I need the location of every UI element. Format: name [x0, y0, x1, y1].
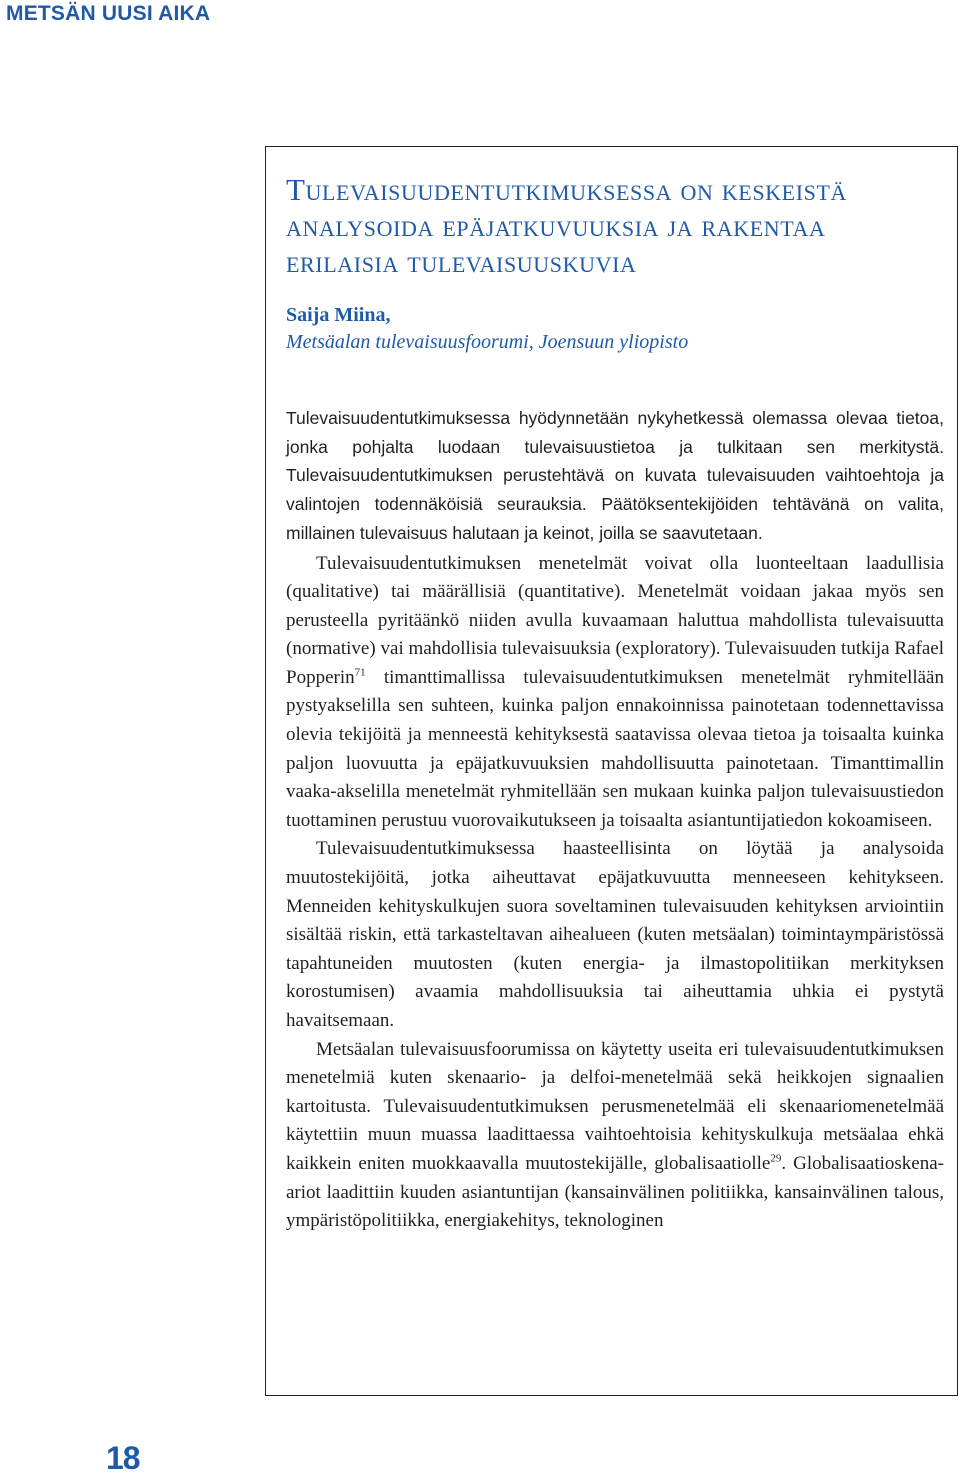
- author-block: [286, 302, 944, 356]
- author-name: Saija Miina,: [286, 304, 391, 326]
- body-paragraph-3-text-b: . Globalisaatioskenaariot laadittiin kuuden asiantuntijan (kansainvälinen politiikka, kansainvälinen talous, ympäristöpolitiikka, energiakehitys, teknologinen: [286, 1152, 944, 1232]
- author-affiliation: Metsäalan tulevaisuusfoorumi, Joensuun yliopisto: [286, 331, 689, 353]
- article-title: Tulevaisuudentutkimuksessa on keskeistä analysoida epäjatkuvuuksia ja rakentaa erilaisia tulevaisuuskuvia: [286, 172, 847, 279]
- body-paragraph-1-text-b: timanttimallissa tulevaisuudentutkimuksen menetelmät ryhmitellään pystyakselilla sen suhteen, kuinka paljon ennakoinnissa painotetaan todennettavissa olevia tekijöitä ja menneestä kehityksestä saatavissa olevaa tietoa ja toisaalta kuinka paljon luovuutta ja epäjatkuvuuksien mahdollisuutta painotetaan. Timanttimallin vaaka-akselilla menetelmät ryhmitellään sen mukaan kuinka paljon tulevaisuustiedon tuottaminen perustuu vuorovaikutukseen ja toisaalta asiantuntijatiedon kokoamiseen.: [286, 666, 944, 831]
- body-paragraph-1: [286, 550, 944, 836]
- body-paragraph-3: [286, 1036, 944, 1236]
- publication-title: METSÄN UUSI AIKA: [6, 2, 211, 25]
- footnote-ref-29: 29: [770, 1152, 782, 1165]
- body-paragraph-2: Tulevaisuudentutkimuksessa haasteellisinta on löytää ja analysoida muutostekijöitä, jotka aiheuttavat epäjatkuvuutta menneeseen kehitykseen. Menneiden kehityskulkujen suora soveltaminen tulevaisuuden kehityksen arviointiin sisältää riskin, että tarkasteltavan aihealueen (kuten metsäalan) toimintaympäristössä tapahtuneiden muutosten (kuten energia- ja ilmastopolitiikan merkityksen korostumisen) avaamia mahdollisuuksia tai aiheuttamia uhkia ei pystytä havaitsemaan.: [286, 838, 944, 1032]
- footnote-ref-71: 71: [354, 666, 366, 679]
- body-paragraph-3-text-a: Metsäalan tulevaisuusfoorumissa on käytetty useita eri tulevaisuudentutkimuksen menetelmiä kuten skenaario- ja delfoi-menetelmää sekä heikkojen signaalien kartoitusta. Tulevaisuudentutkimuksen perusmenetelmää eli skenaariomenetelmää käytettiin muun muassa laadittaessa vaihtoehtoisia kehityskulkuja metsäalaa ehkä kaikkein eniten muokkaavalla muutostekijälle, globalisaatiolle: [286, 1038, 944, 1174]
- page-number: 18: [106, 1440, 140, 1476]
- lead-paragraph: Tulevaisuudentutkimuksessa hyödynnetään nykyhetkessä olemassa olevaa tietoa, jonka pohjalta luodaan tulevaisuustietoa ja tulkitaan sen merkitystä. Tulevaisuudentutkimuksen perustehtävä on kuvata tulevaisuuden vaihtoehtoja ja valintojen todennäköisiä seurauksia. Päätöksentekijöiden tehtävänä on valita, millainen tulevaisuus halutaan ja keinot, joilla se saavutetaan.: [286, 408, 944, 543]
- body-paragraph-1-text-a: Tulevaisuudentutkimuksen menetelmät voivat olla luonteeltaan laadullisia (qualitative) tai määrällisiä (quantitative). Menetelmät voidaan jakaa myös sen perusteella pyritäänkö niiden avulla kuvaamaan haluttua mahdollista tulevaisuutta (normative) vai mahdollisia tulevaisuuksia (exploratory). Tulevaisuuden tutkija Rafael Popperin: [286, 552, 944, 688]
- article-content: [286, 172, 944, 1236]
